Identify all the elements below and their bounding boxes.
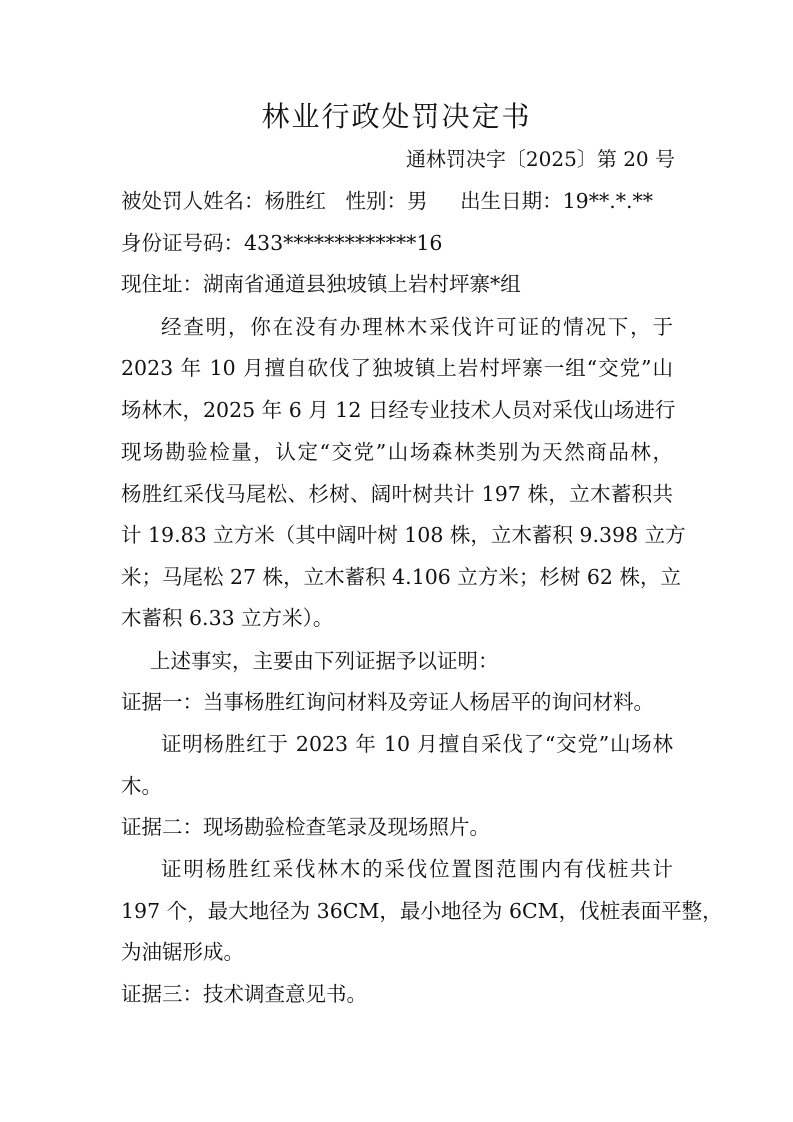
address-line: 现住址：湖南省通道县独坡镇上岩村坪寨*组 xyxy=(121,272,521,296)
document-number: 通林罚决字〔2025〕第 20 号 xyxy=(405,147,675,171)
facts-line: 木蓄积 6.33 立方米）。 xyxy=(121,606,334,630)
evidence-1-description: 证明杨胜红于 2023 年 10 月擅自采伐了“交党”山场林 xyxy=(161,732,673,756)
evidence-intro: 上述事实，主要由下列证据予以证明： xyxy=(150,649,499,673)
evidence-1-description: 木。 xyxy=(121,774,162,798)
party-info-line: 被处罚人姓名：杨胜红 性别：男 出生日期：19**.*.** xyxy=(121,189,653,213)
evidence-3-title: 证据三：技术调查意见书。 xyxy=(121,982,367,1006)
facts-line: 2023 年 10 月擅自砍伐了独坡镇上岩村坪寨一组“交党”山 xyxy=(121,356,673,380)
evidence-1-title: 证据一：当事杨胜红询问材料及旁证人杨居平的询问材料。 xyxy=(121,690,654,714)
facts-line: 场林木，2025 年 6 月 12 日经专业技术人员对采伐山场进行 xyxy=(121,398,676,422)
evidence-2-title: 证据二：现场勘验检查笔录及现场照片。 xyxy=(121,815,490,839)
evidence-2-description: 197 个，最大地径为 36CM，最小地径为 6CM，伐桩表面平整， xyxy=(121,899,723,923)
id-number-line: 身份证号码：433*************16 xyxy=(121,231,443,255)
document-title: 林业行政处罚决定书 xyxy=(261,100,532,133)
facts-line: 经查明，你在没有办理林木采伐许可证的情况下，于 xyxy=(161,315,673,339)
facts-line: 现场勘验检量，认定“交党”山场森林类别为天然商品林， xyxy=(121,440,673,464)
evidence-2-description: 为油锯形成。 xyxy=(121,940,244,964)
facts-line: 米；马尾松 27 株，立木蓄积 4.106 立方米；杉树 62 株，立 xyxy=(121,565,681,589)
facts-line: 计 19.83 立方米（其中阔叶树 108 株，立木蓄积 9.398 立方 xyxy=(121,523,686,547)
evidence-2-description: 证明杨胜红采伐林木的采伐位置图范围内有伐桩共计 xyxy=(161,857,673,881)
facts-line: 杨胜红采伐马尾松、杉树、阔叶树共计 197 株，立木蓄积共 xyxy=(121,482,673,506)
